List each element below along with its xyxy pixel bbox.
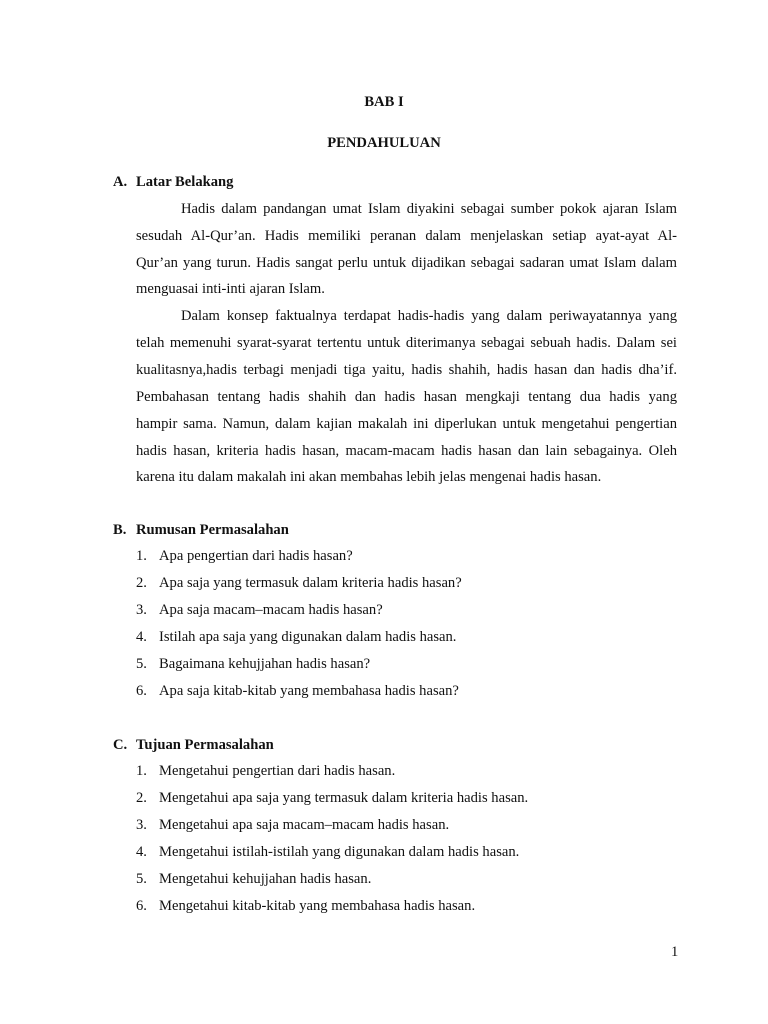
page-number: 1 [671, 944, 679, 960]
paragraph-line: telah memenuhi syarat-syarat tertentu untuk diterimanya sebagai sebuah hadis. Dalam sei [136, 335, 677, 351]
paragraph-line: hampir sama. Namun, dalam kajian makalah ini diperlukan untuk mengetahui pengertian [136, 416, 677, 432]
list-item-text: Apa saja yang termasuk dalam kriteria hadis hasan? [159, 575, 462, 591]
list-item-number: 6. [136, 683, 147, 699]
list-item-number: 5. [136, 871, 147, 887]
list-item-number: 3. [136, 602, 147, 618]
section-a-letter: A. [113, 174, 128, 190]
paragraph-line: Pembahasan tentang hadis shahih dan hadis hasan mengkaji tentang dua hadis yang [136, 389, 677, 405]
section-b-letter: B. [113, 522, 127, 538]
chapter-title: PENDAHULUAN [327, 135, 441, 151]
list-item-number: 4. [136, 844, 147, 860]
list-item-number: 4. [136, 629, 147, 645]
list-item-text: Mengetahui kehujjahan hadis hasan. [159, 871, 372, 887]
list-item-number: 2. [136, 790, 147, 806]
list-item-text: Apa saja macam–macam hadis hasan? [159, 602, 383, 618]
list-item-text: Mengetahui pengertian dari hadis hasan. [159, 763, 396, 779]
chapter-label: BAB I [364, 94, 404, 110]
section-b-title: Rumusan Permasalahan [136, 522, 289, 538]
paragraph-line: menguasai inti-inti ajaran Islam. [136, 281, 325, 297]
paragraph-line: Qur’an yang turun. Hadis sangat perlu untuk dijadikan sebagai sadaran umat Islam dalam [136, 255, 677, 271]
list-item-text: Bagaimana kehujjahan hadis hasan? [159, 656, 371, 672]
paragraph-line: kualitasnya,hadis terbagi menjadi tiga yaitu, hadis shahih, hadis hasan dan hadis dha’if. [136, 362, 677, 378]
list-item-text: Mengetahui apa saja macam–macam hadis hasan. [159, 817, 450, 833]
paragraph-line: Dalam konsep faktualnya terdapat hadis-hadis yang dalam periwayatannya yang [181, 308, 677, 324]
list-item-number: 1. [136, 763, 147, 779]
list-item-number: 1. [136, 548, 147, 564]
list-item-text: Apa pengertian dari hadis hasan? [159, 548, 353, 564]
paragraph-line: hadis hasan, kriteria hadis hasan, macam-macam hadis hasan dan lain sebagainya. Oleh [136, 443, 677, 459]
list-item-text: Mengetahui istilah-istilah yang digunakan dalam hadis hasan. [159, 844, 520, 860]
list-item-text: Mengetahui apa saja yang termasuk dalam kriteria hadis hasan. [159, 790, 529, 806]
paragraph-line: Hadis dalam pandangan umat Islam diyakini sebagai sumber pokok ajaran Islam [181, 201, 677, 217]
paragraph-line: sesudah Al-Qur’an. Hadis memiliki peranan dalam menjelaskan setiap ayat-ayat Al- [136, 228, 677, 244]
list-item-number: 5. [136, 656, 147, 672]
list-item-number: 6. [136, 898, 147, 914]
section-a-title: Latar Belakang [136, 174, 234, 190]
paragraph-line: karena itu dalam makalah ini akan membahas lebih jelas mengenai hadis hasan. [136, 469, 602, 485]
list-item-number: 3. [136, 817, 147, 833]
section-c-title: Tujuan Permasalahan [136, 737, 274, 753]
list-item-text: Istilah apa saja yang digunakan dalam hadis hasan. [159, 629, 457, 645]
list-item-number: 2. [136, 575, 147, 591]
section-c-letter: C. [113, 737, 128, 753]
list-item-text: Apa saja kitab-kitab yang membahasa hadis hasan? [159, 683, 459, 699]
list-item-text: Mengetahui kitab-kitab yang membahasa hadis hasan. [159, 898, 476, 914]
